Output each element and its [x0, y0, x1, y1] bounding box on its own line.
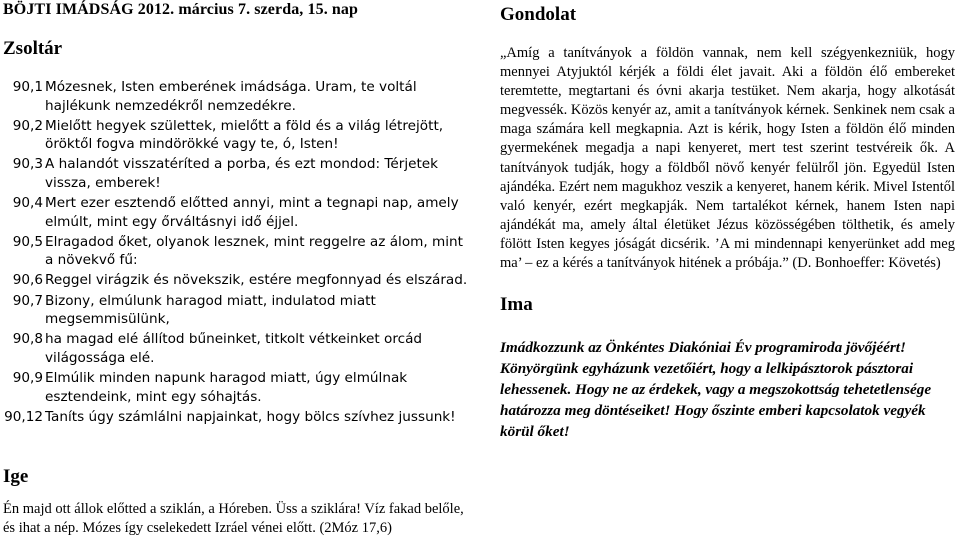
verse-number: 90,12 [4, 408, 43, 425]
psalm-verse [0, 271, 470, 290]
verse-text: A halandót visszatéríted a porba, és ezt mondod: Térjetek vissza, emberek! [45, 156, 439, 191]
ima-text: Imádkozzunk az Önkéntes Diakóniai Év programiroda jövőjéért! Könyörgünk egyházunk vezetőiért, hogy a lelkipásztorok pásztorai lehessenek. Hogy ne az érdekek, vagy a megszokottság tehetetlensége határozza meg döntéseiket! Hogy őszinte emberi kapcsolatok vegyék körül őket! [500, 339, 932, 440]
psalm-verse-list [0, 78, 470, 428]
verse-number: 90,8 [12, 331, 43, 348]
verse-number: 90,2 [12, 117, 43, 134]
psalm-verse [0, 330, 470, 367]
ige-text: Én majd ott állok előtted a sziklán, a Hóreben. Üss a sziklára! Víz fakad belőle, és ihat a nép. Mózes így cselekedett Izráel vénei előtt. (2Móz 17,6) [3, 501, 464, 536]
verse-text: Taníts úgy számlálni napjainkat, hogy bölcs szívhez jussunk! [45, 408, 456, 425]
page-title: BÖJTI IMÁDSÁG 2012. március 7. szerda, 15. nap [3, 1, 358, 18]
verse-text: Mielőtt hegyek születtek, mielőtt a föld és a világ létrejött, öröktől fogva mindörökké vagy te, ó, Isten! [45, 117, 444, 153]
verse-number: 90,5 [12, 233, 43, 250]
psalm-verse [0, 369, 470, 406]
verse-number: 90,9 [12, 369, 43, 386]
psalm-verse [0, 233, 470, 270]
verse-number: 90,3 [12, 156, 43, 173]
verse-number: 90,4 [12, 195, 43, 212]
verse-text: Bizony, elmúlunk haragod miatt, indulatod miatt megsemmisülünk, [45, 292, 376, 328]
psalm-verse [0, 194, 470, 231]
gondolat-heading: Gondolat [500, 4, 577, 25]
psalm-verse [0, 155, 470, 192]
psalm-verse [0, 78, 470, 115]
verse-number: 90,1 [12, 79, 43, 95]
verse-number: 90,7 [12, 292, 43, 309]
verse-text: Elmúlik minden napunk haragod miatt, úgy elmúlnak esztendeink, mint egy sóhajtás. [45, 369, 408, 405]
verse-text: Elragadod őket, olyanok lesznek, mint reggelre az álom, mint a növekvő fű: [45, 233, 463, 269]
verse-text: Reggel virágzik és növekszik, estére megfonnyad és elszárad. [45, 272, 468, 289]
ige-heading: Ige [3, 466, 29, 487]
verse-number: 90,6 [12, 272, 43, 289]
gondolat-text: „Amíg a tanítványok a földön vannak, nem kell szégyenkezniük, hogy mennyei Atyjuktól kérjék a földi élet javait. Aki a földön élő embereket teremtette, megtartani és óvni akarja testüket. Nem akarja, hogy alkotását megvessék. Közös kenyér az, amit a tanítványok kérnek. Senkinek nem csak a maga számára kell megkapnia. Azt is kérik, hogy Isten a földön élő minden gyermekének megadja a napi kenyeret, mert test szerint testvéreik ők. A tanítványok tudják, hogy a földből növő kenyér felülről jön. Egyedül Isten ajándéka. Ezért nem magukhoz veszik a kenyeret, hanem kérik. Mivel Istentől való kenyér, ezért megkapják. Nem tartalékot kérnek, hanem Isten napi ajándékát ma, amely által életüket Jézus közösségében tölthetik, és amely fölött Isten kegyes jóságát dicsérik. ’A mi mindennapi kenyerünket add meg ma’ – ez a kérés a tanítványok hitének a próbája.” (D. Bonhoeffer: Követés) [500, 45, 955, 272]
verse-text: Mert ezer esztendő előtted annyi, mint a tegnapi nap, amely elmúlt, mint egy őrváltásnyi idő éjjel. [45, 195, 459, 230]
verse-text: Mózesnek, Isten emberének imádsága. Uram, te voltál hajlékunk nemzedékről nemzedékre. [45, 79, 417, 114]
verse-text: ha magad elé állítod bűneinket, titkolt vétkeinket orcád világossága elé. [45, 331, 423, 366]
psalm-verse [0, 292, 470, 329]
ima-heading: Ima [500, 294, 533, 315]
zsoltar-heading: Zsoltár [3, 38, 63, 59]
psalm-verse [0, 117, 470, 154]
psalm-verse [0, 408, 470, 427]
